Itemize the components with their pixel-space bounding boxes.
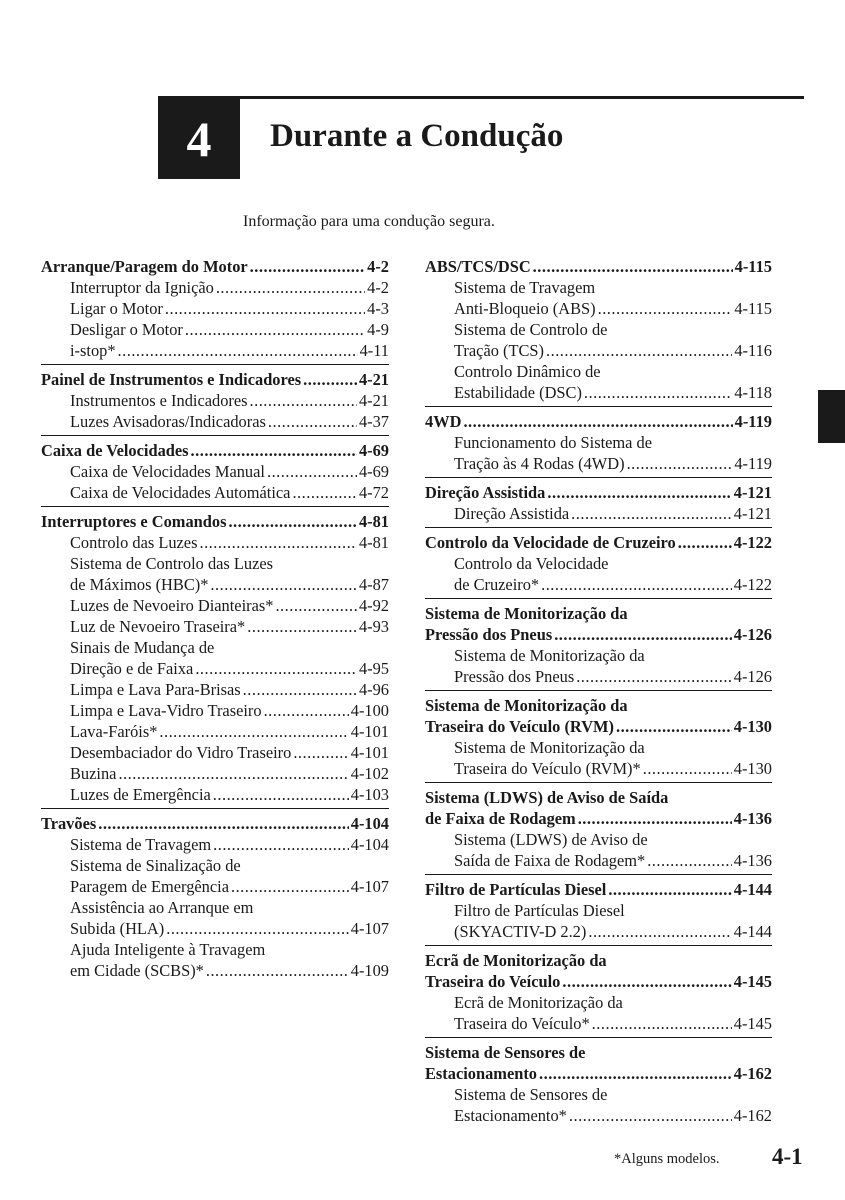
chapter-number: 4	[158, 99, 240, 179]
toc-entry-line1: Sistema de Controlo das Luzes	[70, 554, 274, 573]
toc-entry[interactable]: em Cidade (SCBS)* ..... 4-109	[41, 960, 389, 981]
toc-heading-line1: Sistema de Monitorização da	[425, 604, 628, 623]
toc-section-painel	[41, 369, 389, 436]
toc-section-pressao	[425, 603, 772, 691]
toc-section-ecra	[425, 950, 772, 1038]
toc-entry[interactable]: Luzes Avisadoras/Indicadoras ..... 4-37	[41, 411, 389, 432]
toc-heading[interactable]: Painel de Instrumentos e Indicadores ..... 4-21	[41, 369, 389, 390]
toc-entry-line1: Sistema de Monitorização da	[454, 738, 645, 757]
toc-section-interruptores	[41, 511, 389, 809]
toc-entry-line1: Filtro de Partículas Diesel	[454, 901, 625, 920]
toc-heading[interactable]: 4WD ..... 4-119	[425, 411, 772, 432]
toc-section-travoes	[41, 813, 389, 984]
toc-entry-line1: Ecrã de Monitorização da	[454, 993, 623, 1012]
toc-entry[interactable]: Desligar o Motor ..... 4-9	[41, 319, 389, 340]
header-rule	[158, 96, 804, 99]
toc-heading[interactable]: Traseira do Veículo ..... 4-145	[425, 971, 772, 992]
toc-section-caixa	[41, 440, 389, 507]
toc-entry[interactable]: i-stop* ..... 4-11	[41, 340, 389, 361]
toc-section-direcao	[425, 482, 772, 528]
toc-entry-line1: Sistema (LDWS) de Aviso de	[454, 830, 648, 849]
toc-entry[interactable]: Estabilidade (DSC) ..... 4-118	[425, 382, 772, 403]
toc-left-column	[41, 256, 389, 988]
toc-section-cruzeiro	[425, 532, 772, 599]
toc-section-abs	[425, 256, 772, 407]
toc-section-arranque	[41, 256, 389, 365]
toc-entry-line1: Ajuda Inteligente à Travagem	[70, 940, 266, 959]
toc-entry[interactable]: (SKYACTIV-D 2.2) ..... 4-144	[425, 921, 772, 942]
toc-heading-line1: Ecrã de Monitorização da	[425, 951, 607, 970]
toc-entry[interactable]: Ligar o Motor ..... 4-3	[41, 298, 389, 319]
toc-entry[interactable]: Sistema de Travagem ..... 4-104	[41, 834, 389, 855]
toc-entry[interactable]: Luz de Nevoeiro Traseira* ..... 4-93	[41, 616, 389, 637]
toc-heading[interactable]: Direção Assistida ..... 4-121	[425, 482, 772, 503]
toc-entry-line1: Sistema de Sinalização de	[70, 856, 241, 875]
toc-entry[interactable]: Estacionamento* ..... 4-162	[425, 1105, 772, 1126]
toc-section-filtro	[425, 879, 772, 946]
toc-heading[interactable]: Traseira do Veículo (RVM) ..... 4-130	[425, 716, 772, 737]
toc-heading[interactable]: Pressão dos Pneus ..... 4-126	[425, 624, 772, 645]
toc-section-sensores	[425, 1042, 772, 1129]
toc-entry-line1: Sistema de Travagem	[454, 278, 596, 297]
toc-heading[interactable]: Arranque/Paragem do Motor ..... 4-2	[41, 256, 389, 277]
page-number: 4-1	[772, 1144, 803, 1169]
toc-entry[interactable]: Caixa de Velocidades Manual ..... 4-69	[41, 461, 389, 482]
toc-entry-line1: Sinais de Mudança de	[70, 638, 215, 657]
toc-heading[interactable]: de Faixa de Rodagem ..... 4-136	[425, 808, 772, 829]
toc-entry-line1: Sistema de Controlo de	[454, 320, 608, 339]
toc-section-rvm	[425, 695, 772, 783]
toc-heading-line1: Sistema de Monitorização da	[425, 696, 628, 715]
toc-entry[interactable]: Subida (HLA) ..... 4-107	[41, 918, 389, 939]
toc-entry-line1: Assistência ao Arranque em	[70, 898, 254, 917]
toc-entry[interactable]: de Cruzeiro* ..... 4-122	[425, 574, 772, 595]
toc-entry[interactable]: Direção e de Faixa ..... 4-95	[41, 658, 389, 679]
toc-section-4wd	[425, 411, 772, 478]
toc-entry[interactable]: Luzes de Nevoeiro Dianteiras* ..... 4-92	[41, 595, 389, 616]
toc-entry[interactable]: Saída de Faixa de Rodagem* ..... 4-136	[425, 850, 772, 871]
chapter-intro: Informação para uma condução segura.	[243, 213, 495, 230]
toc-entry[interactable]: Instrumentos e Indicadores ..... 4-21	[41, 390, 389, 411]
toc-heading-line1: Sistema de Sensores de	[425, 1043, 586, 1062]
chapter-side-tab	[818, 390, 845, 443]
toc-entry[interactable]: de Máximos (HBC)* ..... 4-87	[41, 574, 389, 595]
toc-heading[interactable]: Travões ..... 4-104	[41, 813, 389, 834]
toc-entry[interactable]: Direção Assistida ..... 4-121	[425, 503, 772, 524]
toc-entry-line1: Controlo da Velocidade	[454, 554, 609, 573]
toc-entry[interactable]: Traseira do Veículo* ..... 4-145	[425, 1013, 772, 1034]
toc-entry[interactable]: Desembaciador do Vidro Traseiro ..... 4-101	[41, 742, 389, 763]
toc-entry[interactable]: Luzes de Emergência ..... 4-103	[41, 784, 389, 805]
toc-entry[interactable]: Caixa de Velocidades Automática ..... 4-72	[41, 482, 389, 503]
toc-heading[interactable]: Controlo da Velocidade de Cruzeiro ..... 4-122	[425, 532, 772, 553]
toc-entry[interactable]: Controlo das Luzes ..... 4-81	[41, 532, 389, 553]
toc-right-column	[425, 256, 772, 1133]
toc-entry[interactable]: Tração às 4 Rodas (4WD) ..... 4-119	[425, 453, 772, 474]
toc-heading[interactable]: ABS/TCS/DSC ..... 4-115	[425, 256, 772, 277]
toc-entry[interactable]: Limpa e Lava Para-Brisas ..... 4-96	[41, 679, 389, 700]
toc-heading[interactable]: Estacionamento ..... 4-162	[425, 1063, 772, 1084]
toc-entry[interactable]: Anti-Bloqueio (ABS) ..... 4-115	[425, 298, 772, 319]
toc-heading[interactable]: Interruptores e Comandos ..... 4-81	[41, 511, 389, 532]
toc-entry[interactable]: Interruptor da Ignição ..... 4-2	[41, 277, 389, 298]
toc-section-ldws	[425, 787, 772, 875]
toc-entry[interactable]: Pressão dos Pneus ..... 4-126	[425, 666, 772, 687]
toc-entry[interactable]: Traseira do Veículo (RVM)* ..... 4-130	[425, 758, 772, 779]
toc-entry[interactable]: Lava-Faróis* ..... 4-101	[41, 721, 389, 742]
toc-heading[interactable]: Caixa de Velocidades ..... 4-69	[41, 440, 389, 461]
toc-heading-line1: Sistema (LDWS) de Aviso de Saída	[425, 788, 669, 807]
toc-entry-line1: Funcionamento do Sistema de	[454, 433, 653, 452]
toc-entry-line1: Controlo Dinâmico de	[454, 362, 601, 381]
toc-entry[interactable]: Buzina ..... 4-102	[41, 763, 389, 784]
footnote: *Alguns modelos.	[614, 1151, 720, 1167]
toc-entry-line1: Sistema de Sensores de	[454, 1085, 608, 1104]
toc-entry[interactable]: Tração (TCS) ..... 4-116	[425, 340, 772, 361]
toc-entry[interactable]: Limpa e Lava-Vidro Traseiro ..... 4-100	[41, 700, 389, 721]
toc-entry-line1: Sistema de Monitorização da	[454, 646, 645, 665]
chapter-title: Durante a Condução	[270, 118, 564, 154]
toc-heading[interactable]: Filtro de Partículas Diesel ..... 4-144	[425, 879, 772, 900]
toc-entry[interactable]: Paragem de Emergência ..... 4-107	[41, 876, 389, 897]
